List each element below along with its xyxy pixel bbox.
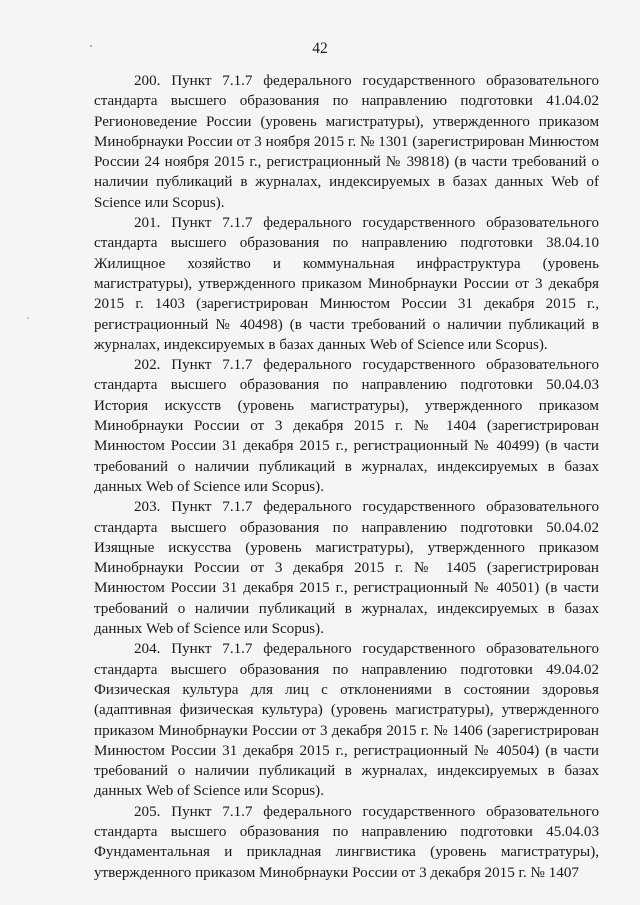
document-body [94,71,599,883]
paragraph-204: 204. Пункт 7.1.7 федерального государственного образовательного стандарта высшего образования по направлению подготовки 49.04.02 Физическая культура для лиц с отклонениями в состоянии здоровья (адаптивная физическая культура) (уровень магистратуры), утвержденного приказом Минобрнауки России от 3 декабря 2015 г. № 1406 (зарегистрирован Минюстом России 31 декабря 2015 г., регистрационный № 40504) (в части требований о наличии публикаций в журналах, индексируемых в базах данных Web of Science или Scopus). [94,641,599,800]
paragraph-202: 202. Пункт 7.1.7 федерального государственного образовательного стандарта высшего образования по направлению подготовки 50.04.03 История искусств (уровень магистратуры), утвержденного приказом Минобрнауки России от 3 декабря 2015 г. № 1404 (зарегистрирован Минюстом России 31 декабря 2015 г., регистрационный № 40499) (в части требований о наличии публикаций в журналах, индексируемых в базах данных Web of Science или Scopus). [94,357,599,495]
paragraph-200: 200. Пункт 7.1.7 федерального государственного образовательного стандарта высшего образования по направлению подготовки 41.04.02 Регионоведение России (уровень магистратуры), утвержденного приказом Минобрнауки России от 3 ноября 2015 г. № 1301 (зарегистрирован Минюстом России 24 ноября 2015 г., регистрационный № 39818) (в части требований о наличии публикаций в журналах, индексируемых в базах данных Web of Science или Scopus). [94,73,599,211]
paragraph-201: 201. Пункт 7.1.7 федерального государственного образовательного стандарта высшего образования по направлению подготовки 38.04.10 Жилищное хозяйство и коммунальная инфраструктура (уровень магистратуры), утвержденного приказом Минобрнауки России от 3 декабря 2015 г. 1403 (зарегистрирован Минюстом России 31 декабря 2015 г., регистрационный № 40498) (в части требований о наличии публикаций в журналах, индексируемых в базах данных Web of Science или Scopus). [94,215,599,353]
paragraph-205: 205. Пункт 7.1.7 федерального государственного образовательного стандарта высшего образования по направлению подготовки 45.04.03 Фундаментальная и прикладная лингвистика (уровень магистратуры), утвержденного приказом Минобрнауки России от 3 декабря 2015 г. № 1407 [94,803,599,881]
paragraph-203: 203. Пункт 7.1.7 федерального государственного образовательного стандарта высшего образования по направлению подготовки 50.04.02 Изящные искусства (уровень магистратуры), утвержденного приказом Минобрнауки России от 3 декабря 2015 г. № 1405 (зарегистрирован Минюстом России 31 декабря 2015 г., регистрационный № 40501) (в части требований о наличии публикаций в журналах, индексируемых в базах данных Web of Science или Scopus). [94,499,599,638]
page-number: 42 [312,40,328,57]
